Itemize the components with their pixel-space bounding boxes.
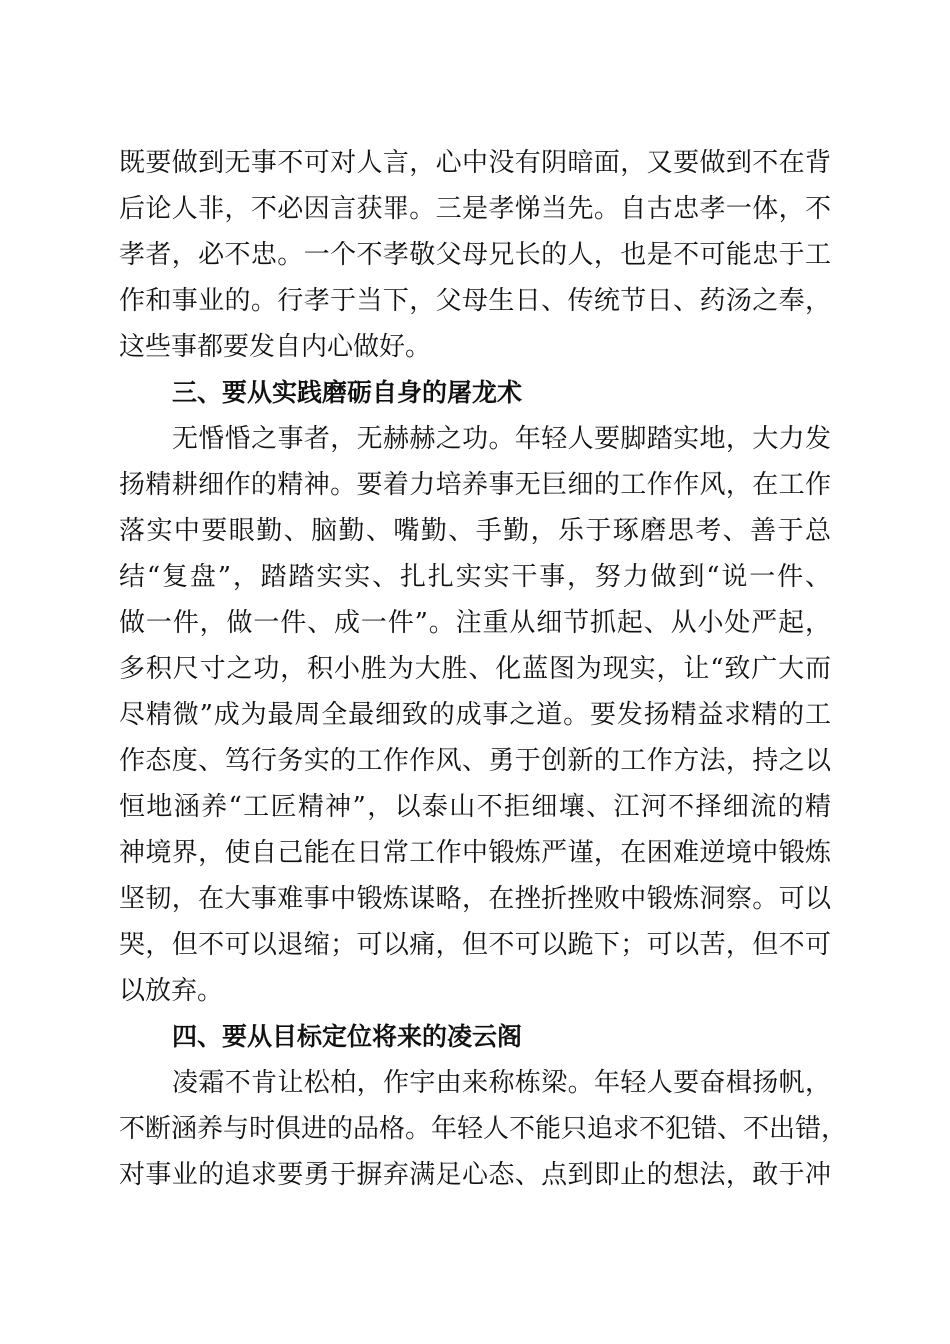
paragraph-line: 恒地涵养“工匠精神”，以泰山不拒细壤、江河不择细流的精 (119, 792, 831, 822)
paragraph-line: 无惛惛之事者，无赫赫之功。年轻人要脚踏实地，大力发 (172, 424, 831, 454)
paragraph-line: 后论人非，不必因言获罪。三是孝悌当先。自古忠孝一体，不 (119, 194, 831, 224)
paragraph-line: 做一件，做一件、成一件”。注重从细节抓起、从小处严起， (119, 608, 831, 638)
paragraph-line: 坚韧，在大事难事中锻炼谋略，在挫折挫败中锻炼洞察。可以 (119, 884, 831, 914)
paragraph-line: 尽精微”成为最周全最细致的成事之道。要发扬精益求精的工 (119, 700, 831, 730)
paragraph-line: 落实中要眼勤、脑勤、嘴勤、手勤，乐于琢磨思考、善于总 (119, 516, 831, 546)
paragraph-line: 多积尺寸之功，积小胜为大胜、化蓝图为现实，让“致广大而 (119, 654, 831, 684)
paragraph-line: 不断涵养与时俱进的品格。年轻人不能只追求不犯错、不出错， (119, 1114, 848, 1144)
paragraph-line: 哭，但不可以退缩；可以痛，但不可以跪下；可以苦，但不可 (119, 930, 831, 960)
paragraph-line: 凌霜不肯让松柏，作宇由来称栋梁。年轻人要奋楫扬帆， (172, 1068, 831, 1098)
paragraph-line: 以放弃。 (119, 976, 224, 1006)
paragraph-line: 作态度、笃行务实的工作作风、勇于创新的工作方法，持之以 (119, 746, 831, 776)
paragraph-line: 结“复盘”，踏踏实实、扎扎实实干事，努力做到“说一件、 (119, 562, 831, 592)
paragraph-line: 既要做到无事不可对人言，心中没有阴暗面，又要做到不在背 (119, 148, 831, 178)
section-heading-4: 四、要从目标定位将来的凌云阁 (172, 1022, 523, 1051)
paragraph-line: 这些事都要发自内心做好。 (119, 332, 432, 362)
paragraph-line: 作和事业的。行孝于当下，父母生日、传统节日、药汤之奉， (119, 286, 831, 316)
paragraph-line: 孝者，必不忠。一个不孝敬父母兄长的人，也是不可能忠于工 (119, 240, 831, 270)
section-heading-3: 三、要从实践磨砺自身的屠龙术 (172, 378, 523, 407)
paragraph-line: 扬精耕细作的精神。要着力培养事无巨细的工作作风，在工作 (119, 470, 831, 500)
paragraph-line: 神境界，使自己能在日常工作中锻炼严谨，在困难逆境中锻炼 (119, 838, 831, 868)
paragraph-line: 对事业的追求要勇于摒弃满足心态、点到即止的想法，敢于冲 (119, 1160, 831, 1190)
